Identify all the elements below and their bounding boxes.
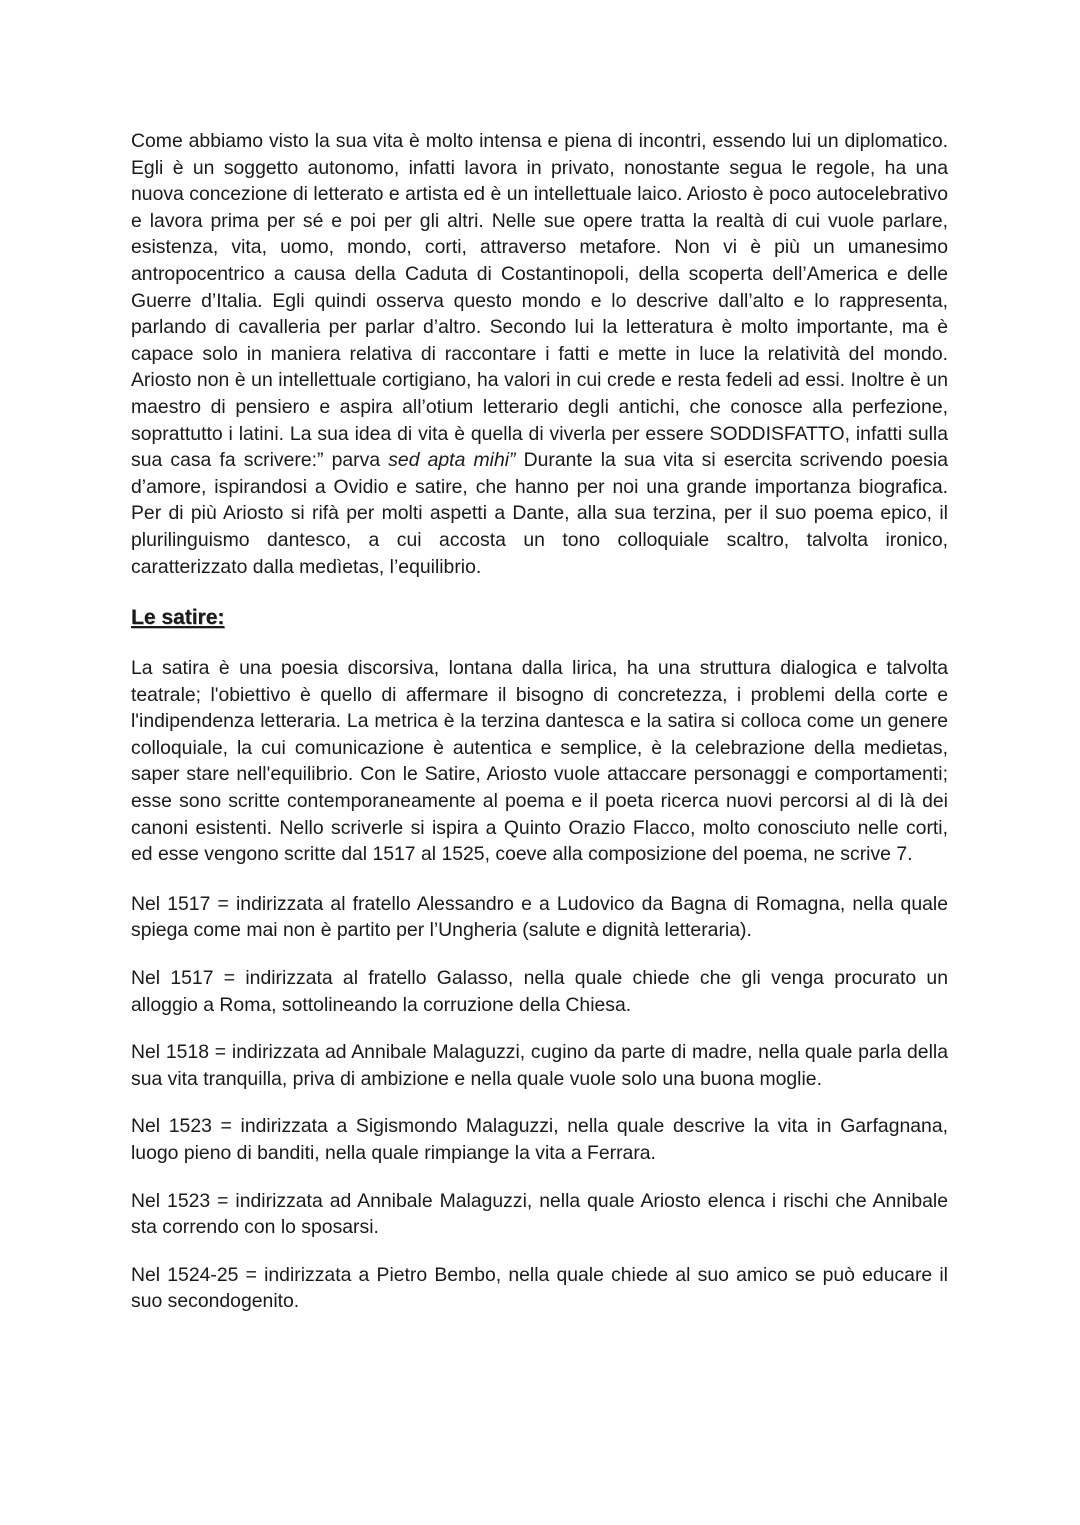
intro-text-part1: Come abbiamo visto la sua vita è molto intensa e piena di incontri, essendo lui un diplomatico. Egli è un soggetto autonomo, infatti lavora in privato, nonostante segua le regole, ha una nuova concezione di letterato e artista ed è un intellettuale laico. Ariosto è poco autocelebrativo e lavora prima per sé e poi per gli altri. Nelle sue opere tratta la realtà di cui vuole parlare, esistenza, vita, uomo, mondo, corti, attraverso metafore. Non vi è più un umanesimo antropocentrico a causa della Caduta di Costantinopoli, della scoperta dell’America e delle Guerre d’Italia. Egli quindi osserva questo mondo e lo descrive dall’alto e lo rappresenta, parlando di cavalleria per parlar d’altro. Secondo lui la letteratura è molto importante, ma è capace solo in maniera relativa di raccontare i fatti e mette in luce la relatività del mondo. Ariosto non è un intellettuale cortigiano, ha valori in cui crede e resta fedeli ad essi. Inoltre è un maestro di pensiero e aspira all’otium letterario degli antichi, che conosce alla perfezione, soprattutto i latini. La sua idea di vita è quella di viverla per essere SODDISFATTO, infatti sulla sua casa fa scrivere:” parva (131, 130, 948, 472)
satire-entry-4: Nel 1523 = indirizzata a Sigismondo Malaguzzi, nella quale descrive la vita in Garfagnana, luogo pieno di banditi, nella quale rimpiange la vita a Ferrara. (131, 1115, 948, 1164)
satire-entry-3: Nel 1518 = indirizzata ad Annibale Malaguzzi, cugino da parte di madre, nella quale parla della sua vita tranquilla, priva di ambizione e nella quale vuole solo una buona moglie. (131, 1041, 948, 1090)
intro-quote-italic: sed apta mihi” (388, 449, 516, 472)
document-page (131, 128, 948, 1336)
satire-entry-6: Nel 1524-25 = indirizzata a Pietro Bembo, nella quale chiede al suo amico se può educare il suo secondogenito. (131, 1263, 948, 1313)
section-heading-satire: Le satire: (131, 606, 225, 630)
satire-paragraph: La satira è una poesia discorsiva, lontana dalla lirica, ha una struttura dialogica e talvolta teatrale; l'obiettivo è quello di affermare il bisogno di concretezza, i problemi della corte e l'indipendenza letteraria. La metrica è la terzina dantesca e la satira si colloca come un genere colloquiale, la cui comunicazione è autentica e semplice, è la celebrazione della medietas, saper stare nell'equilibrio. Con le Satire, Ariosto vuole attaccare personaggi e comportamenti; esse sono scritte contemporaneamente al poema e il poeta ricerca nuovi percorsi al di là dei canoni esistenti. Nello scriverle si ispira a Quinto Orazio Flacco, molto conosciuto nelle corti, ed esse vengono scritte dal 1517 al 1525, coeve alla composizione del poema, ne scrive 7. (131, 657, 948, 866)
intro-paragraph (131, 128, 948, 580)
satire-entry-1: Nel 1517 = indirizzata al fratello Alessandro e a Ludovico da Bagna di Romagna, nella quale spiega come mai non è partito per l’Ungheria (salute e dignità letteraria). (131, 892, 948, 942)
satire-entry-5: Nel 1523 = indirizzata ad Annibale Malaguzzi, nella quale Ariosto elenca i rischi che Annibale sta correndo con lo sposarsi. (131, 1189, 948, 1239)
satire-entry-2: Nel 1517 = indirizzata al fratello Galasso, nella quale chiede che gli venga procurato un alloggio a Roma, sottolineando la corruzione della Chiesa. (131, 967, 948, 1016)
intro-text-part2: Durante la sua vita si esercita scrivendo poesia d’amore, ispirandosi a Ovidio e satire, che hanno per noi una grande importanza biografica. Per di più Ariosto si rifà per molti aspetti a Dante, alla sua terzina, per il suo poema epico, il plurilinguismo dantesco, a cui accosta un tono colloquiale scaltro, talvolta ironico, caratterizzato dalla medìetas, l’equilibrio. (131, 449, 949, 578)
